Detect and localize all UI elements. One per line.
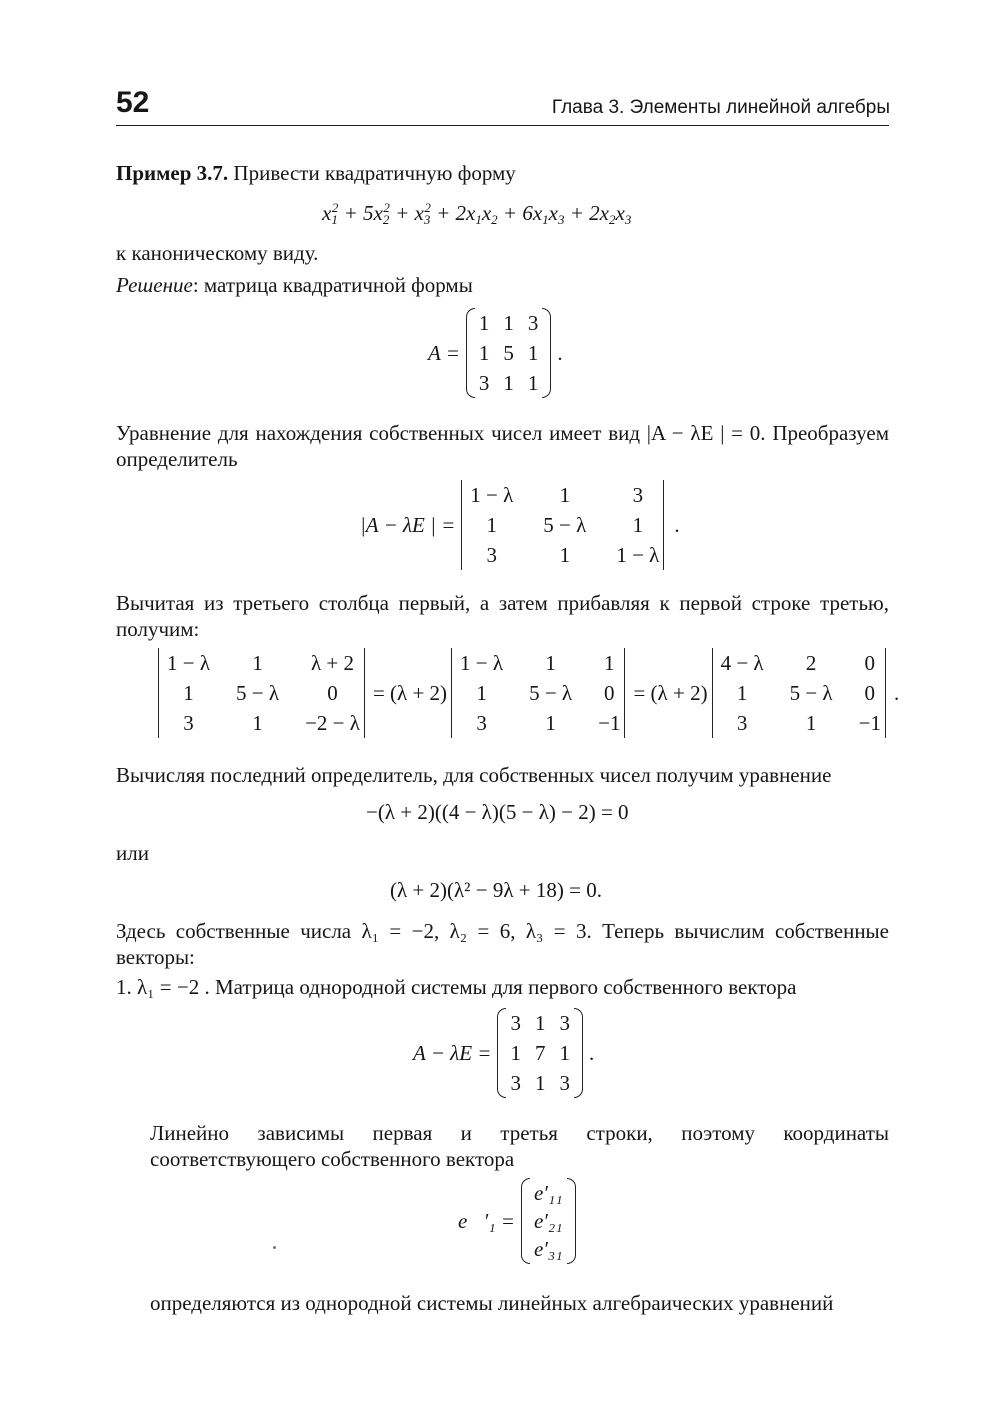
eigenvector-equation [458,1178,576,1264]
example-label: Пример 3.7. [116,161,229,185]
left-paren [466,308,475,398]
example-heading [116,160,516,186]
factor-1: = (λ + 2) [372,680,448,705]
eigen-sentence: Уравнение для нахождения собственных чисел имеет вид |A − λE | = 0. Преобразуем определитель [116,421,889,471]
matrix-B-lhs: A − λE = [413,1040,492,1065]
eigenvalues-sentence: Здесь собственные числа λ₁ = −2, λ₂ = 6, λ₃ = 3. Теперь вычислим собственные векторы: [116,919,889,969]
det-lhs: |A − λE | = [360,512,456,537]
stray-dot [273,1246,276,1249]
characteristic-equation: −(λ + 2)((4 − λ)(5 − λ) − 2) = 0 [366,800,629,824]
determinant [461,480,668,570]
solution-line [116,272,473,298]
solution-label: Решение [116,273,193,297]
determinant-chain: 1 − λ 1 λ + 2 1 5 − λ 0 3 1 −2 − λ = (λ + 2) 1 − λ 1 1 1 5 − λ 0 3 1 −1 = (λ + 2) 4 − λ 2 0 1 5 − λ 0 3 1 −1 . [158,648,899,738]
determinant-equation: |A − λE | = 1 − λ 1 3 1 5 − λ 1 3 1 1 − λ . [360,480,680,570]
determinant-4: 4 − λ 2 0 1 5 − λ 0 3 1 −1 [712,648,890,738]
or-text: или [116,841,149,865]
solution-text: : матрица квадратичной формы [192,273,473,297]
characteristic-equation-2: (λ + 2)(λ² − 9λ + 18) = 0. [390,878,602,902]
compute-sentence: Вычисляя последний определитель, для собственных чисел получим уравнение [116,763,832,787]
determinant-cells: 1 − λ 1 3 1 5 − λ 1 3 1 1 − λ [470,483,660,567]
matrix-A-cells: 1 1 3 1 5 1 3 1 1 [478,311,539,395]
example-task: Привести квадратичную форму [233,161,516,185]
determinant-2: 1 − λ 1 λ + 2 1 5 − λ 0 3 1 −2 − λ [158,648,369,738]
item-1: 1. λ₁ = −2 . Матрица однородной системы для первого собственного вектора [116,975,797,999]
matrix-B-equation: A − λE = 3 1 3 1 7 1 3 1 3 . [413,1008,594,1098]
dependency-sentence: Линейно зависимы первая и третья строки, поэтому координаты соответствующего собственного вектора [150,1121,889,1171]
quadratic-form: $x_1^2 + 5x_2^2 + x_3^2 + 2x_1x_2 + 6x_1x_3 + 2x_2x_3$ [322,200,632,227]
canonical-text: к каноническому виду. [116,241,319,265]
factor-2: = (λ + 2) [633,680,708,705]
matrix-A [466,308,552,398]
subtract-sentence: Вычитая из третьего столбца первый, а затем прибавляя к первой строке третью, получим: [116,591,889,641]
matrix-B: 3 1 3 1 7 1 3 1 3 [497,1008,583,1098]
running-title: Глава 3. Элементы линейной алгебры [551,97,890,118]
determinant-3: 1 − λ 1 1 1 5 − λ 0 3 1 −1 [451,648,629,738]
final-sentence: определяются из однородной системы линейных алгебраических уравнений [150,1291,834,1315]
matrix-A-lhs: A = [428,340,460,365]
right-paren [542,308,551,398]
page-number: 52 [116,86,150,119]
matrix-A-equation: A = 1 1 3 1 5 1 3 1 1 . [428,308,563,398]
eigenvector: e′₁₁ e′₂₁ e′₃₁ [521,1178,576,1264]
vector-lhs: e⃗′₁ = [458,1208,515,1233]
header-rule [116,125,889,126]
